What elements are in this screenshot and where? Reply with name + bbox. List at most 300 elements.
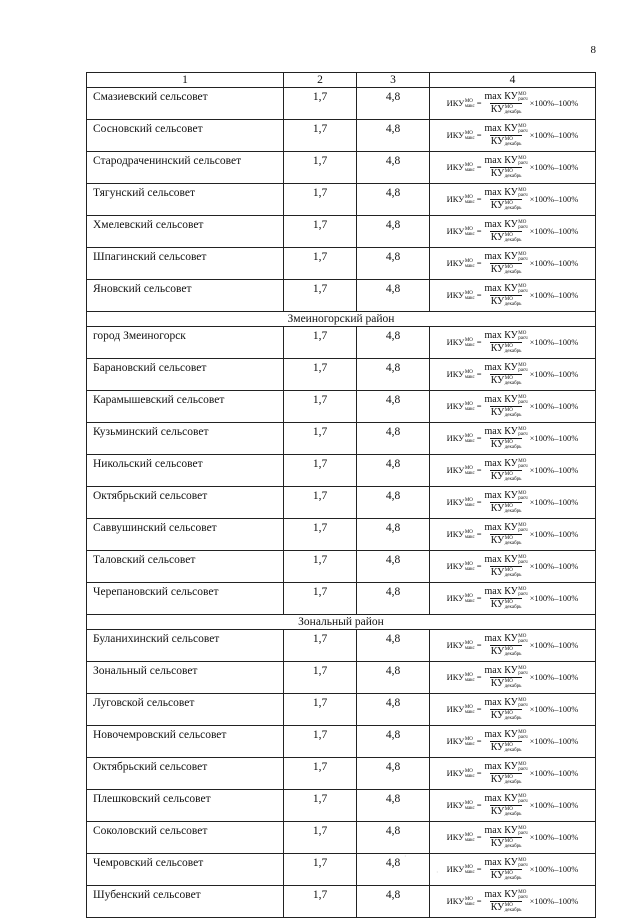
column-header-4: 4 [430, 73, 596, 88]
formula-den-sub: декабрь [504, 302, 522, 307]
formula-fraction [483, 826, 528, 849]
formula-lhs-text: ИКУ [446, 640, 465, 651]
formula-cell [430, 216, 596, 248]
formula-den-sup: МО [504, 297, 513, 302]
formula-lhs-sub: макс [464, 470, 475, 476]
value-column-3: 4,8 [357, 88, 430, 120]
formula-den-text: КУ [490, 343, 505, 354]
formula-lhs-sub: макс [464, 837, 475, 843]
formula-den-text: КУ [490, 503, 505, 514]
formula-lhs-text: ИКУ [446, 800, 465, 811]
formula [430, 458, 595, 484]
formula [430, 91, 595, 117]
formula-den-text: КУ [490, 471, 505, 482]
municipality-name: Хмелевский сельсовет [87, 216, 284, 248]
formula-lhs-text: ИКУ [446, 593, 465, 604]
formula-cell [430, 583, 596, 615]
formula-lhs-sup: МО [464, 704, 473, 710]
table-row [87, 886, 596, 918]
formula-tail: ×100%–100% [529, 465, 579, 476]
formula-fraction [483, 491, 528, 514]
formula-cell [430, 822, 596, 854]
formula-num-sub: расч [518, 129, 528, 134]
formula-lhs [447, 434, 475, 444]
municipality-name: Чемровский сельсовет [87, 854, 284, 886]
formula-den-sup: МО [504, 903, 513, 908]
column-header-1: 1 [87, 73, 284, 88]
formula-num-text: max КУ [484, 793, 518, 804]
formula [430, 155, 595, 181]
formula-denominator [490, 135, 523, 147]
formula-lhs-text: ИКУ [446, 337, 465, 348]
municipality-name: Зональный сельсовет [87, 662, 284, 694]
formula-numerator [483, 491, 528, 502]
formula-cell [430, 630, 596, 662]
formula-lhs-sup: МО [464, 98, 473, 104]
value-column-3: 4,8 [357, 455, 430, 487]
formula-num-sup: МО [518, 890, 527, 895]
formula-tail: ×100%–100% [529, 593, 579, 604]
municipality-name: Черепановский сельсовет [87, 583, 284, 615]
formula-num-text: max КУ [484, 458, 518, 469]
formula-cell [430, 487, 596, 519]
formula-cell [430, 88, 596, 120]
formula-lhs [447, 594, 475, 604]
municipality-name: Октябрьский сельсовет [87, 758, 284, 790]
formula-num-sup: МО [518, 491, 527, 496]
formula-tail: ×100%–100% [529, 529, 579, 540]
formula-tail: ×100%–100% [529, 640, 579, 651]
table-row [87, 327, 596, 359]
formula-lhs [447, 801, 475, 811]
formula-equals: = [476, 226, 482, 237]
formula-lhs-sup: МО [464, 433, 473, 439]
formula-lhs-sub: макс [464, 566, 475, 572]
formula [430, 729, 595, 755]
formula-den-text: КУ [490, 710, 505, 721]
municipality-name: Луговской сельсовет [87, 694, 284, 726]
value-column-2: 1,7 [284, 519, 357, 551]
formula-num-sub: расч [518, 225, 528, 230]
formula-num-sub: расч [518, 464, 528, 469]
formula-tail: ×100%–100% [529, 832, 579, 843]
formula-fraction [483, 587, 528, 610]
formula-den-text: КУ [490, 264, 505, 275]
formula-num-text: max КУ [484, 426, 518, 437]
value-column-3: 4,8 [357, 662, 430, 694]
formula-lhs-sup: МО [464, 529, 473, 535]
formula-lhs-text: ИКУ [446, 401, 465, 412]
formula-den-sup: МО [504, 568, 513, 573]
value-column-2: 1,7 [284, 758, 357, 790]
formula-den-sup: МО [504, 265, 513, 270]
formula-lhs-sub: макс [464, 869, 475, 875]
formula-tail: ×100%–100% [529, 98, 579, 109]
formula-den-sup: МО [504, 472, 513, 477]
formula-lhs [447, 338, 475, 348]
formula-lhs-text: ИКУ [446, 736, 465, 747]
formula-lhs-text: ИКУ [446, 896, 465, 907]
formula-lhs-sub: макс [464, 773, 475, 779]
formula-cell [430, 280, 596, 312]
formula-lhs [447, 737, 475, 747]
formula-lhs-sup: МО [464, 194, 473, 200]
table-row [87, 216, 596, 248]
formula-lhs-sup: МО [464, 130, 473, 136]
formula-lhs-sub: макс [464, 103, 475, 109]
formula-cell [430, 359, 596, 391]
formula-den-sup: МО [504, 839, 513, 844]
formula-cell [430, 327, 596, 359]
formula-denominator [490, 438, 523, 450]
formula-lhs-text: ИКУ [446, 258, 465, 269]
formula-lhs-text: ИКУ [446, 704, 465, 715]
formula-lhs [447, 227, 475, 237]
value-column-3: 4,8 [357, 487, 430, 519]
formula-fraction [483, 252, 528, 275]
table-row [87, 455, 596, 487]
table-row [87, 822, 596, 854]
value-column-3: 4,8 [357, 423, 430, 455]
table-body [87, 88, 596, 918]
formula-numerator [483, 794, 528, 805]
formula-cell [430, 854, 596, 886]
formula-den-text: КУ [490, 646, 505, 657]
formula-den-sup: МО [504, 775, 513, 780]
formula-lhs-text: ИКУ [446, 768, 465, 779]
formula-equals: = [476, 640, 482, 651]
formula-fraction [483, 794, 528, 817]
formula-den-sub: декабрь [504, 844, 522, 849]
formula-tail: ×100%–100% [529, 800, 579, 811]
formula-fraction [483, 188, 528, 211]
formula-num-sup: МО [518, 188, 527, 193]
formula-tail: ×100%–100% [529, 162, 579, 173]
formula-tail: ×100%–100% [529, 433, 579, 444]
formula-lhs [447, 865, 475, 875]
formula-lhs-text: ИКУ [446, 433, 465, 444]
formula-num-sup: МО [518, 427, 527, 432]
table-row [87, 583, 596, 615]
formula-den-text: КУ [490, 870, 505, 881]
formula-den-sup: МО [504, 376, 513, 381]
formula-equals: = [476, 672, 482, 683]
formula-denominator [490, 645, 523, 657]
formula-lhs-text: ИКУ [446, 194, 465, 205]
formula-den-sup: МО [504, 137, 513, 142]
formula-den-sub: декабрь [504, 238, 522, 243]
formula-den-text: КУ [490, 407, 505, 418]
formula-lhs-sup: МО [464, 593, 473, 599]
formula [430, 426, 595, 452]
formula-num-sup: МО [518, 634, 527, 639]
formula-lhs-sup: МО [464, 369, 473, 375]
formula-lhs [447, 530, 475, 540]
formula [430, 889, 595, 915]
formula-cell [430, 423, 596, 455]
formula-den-sub: декабрь [504, 541, 522, 546]
formula-tail: ×100%–100% [529, 401, 579, 412]
formula-equals: = [476, 593, 482, 604]
formula [430, 793, 595, 819]
formula-den-text: КУ [490, 439, 505, 450]
formula-fraction [483, 762, 528, 785]
value-column-2: 1,7 [284, 359, 357, 391]
formula-den-sup: МО [504, 600, 513, 605]
formula-num-sup: МО [518, 459, 527, 464]
formula-equals: = [476, 369, 482, 380]
value-column-2: 1,7 [284, 487, 357, 519]
formula [430, 251, 595, 277]
formula-denominator [490, 470, 523, 482]
formula-cell [430, 184, 596, 216]
formula-den-sup: МО [504, 408, 513, 413]
formula-lhs-sup: МО [464, 401, 473, 407]
formula [430, 490, 595, 516]
formula-den-sub: декабрь [504, 652, 522, 657]
formula [430, 522, 595, 548]
formula-lhs-sub: макс [464, 438, 475, 444]
formula-fraction [483, 730, 528, 753]
formula-num-sup: МО [518, 92, 527, 97]
formula-den-sup: МО [504, 169, 513, 174]
formula-den-sub: декабрь [504, 413, 522, 418]
formula-num-sup: МО [518, 762, 527, 767]
table-row [87, 726, 596, 758]
formula-equals: = [476, 768, 482, 779]
formula-fraction [483, 459, 528, 482]
municipality-name: Таловский сельсовет [87, 551, 284, 583]
formula-num-sub: расч [518, 560, 528, 565]
formula-lhs-sub: макс [464, 135, 475, 141]
formula-num-sub: расч [518, 496, 528, 501]
formula-num-sub: расч [518, 895, 528, 900]
formula [430, 857, 595, 883]
formula-equals: = [476, 561, 482, 572]
formula-equals: = [476, 864, 482, 875]
value-column-3: 4,8 [357, 280, 430, 312]
formula-num-sub: расч [518, 863, 528, 868]
formula-lhs-sup: МО [464, 258, 473, 264]
formula-den-sub: декабрь [504, 349, 522, 354]
formula-num-sup: МО [518, 220, 527, 225]
value-column-3: 4,8 [357, 248, 430, 280]
formula-denominator [490, 805, 523, 817]
formula-den-text: КУ [490, 806, 505, 817]
table-row [87, 854, 596, 886]
formula-cell [430, 758, 596, 790]
formula-den-text: КУ [490, 375, 505, 386]
formula-lhs-sup: МО [464, 290, 473, 296]
formula-lhs [447, 99, 475, 109]
tariff-table [86, 72, 596, 918]
formula-fraction [483, 124, 528, 147]
formula-cell [430, 790, 596, 822]
formula-lhs-sub: макс [464, 534, 475, 540]
formula-den-sub: декабрь [504, 605, 522, 610]
formula-fraction [483, 523, 528, 546]
formula-den-sub: декабрь [504, 509, 522, 514]
value-column-3: 4,8 [357, 886, 430, 918]
formula-fraction [483, 666, 528, 689]
formula-den-sup: МО [504, 647, 513, 652]
formula-lhs [447, 705, 475, 715]
formula-denominator [490, 342, 523, 354]
value-column-2: 1,7 [284, 630, 357, 662]
formula-fraction [483, 395, 528, 418]
value-column-3: 4,8 [357, 854, 430, 886]
formula-fraction [483, 555, 528, 578]
value-column-2: 1,7 [284, 726, 357, 758]
municipality-name: Стародраченинский сельсовет [87, 152, 284, 184]
formula-cell [430, 519, 596, 551]
formula-num-text: max КУ [484, 330, 518, 341]
formula-lhs-text: ИКУ [446, 369, 465, 380]
formula-den-sub: декабрь [504, 780, 522, 785]
formula-numerator [483, 666, 528, 677]
formula-den-text: КУ [490, 232, 505, 243]
municipality-name: Буланихинский сельсовет [87, 630, 284, 662]
formula-numerator [483, 634, 528, 645]
formula-den-sub: декабрь [504, 573, 522, 578]
value-column-2: 1,7 [284, 423, 357, 455]
formula-den-sub: декабрь [504, 142, 522, 147]
formula-den-sup: МО [504, 440, 513, 445]
formula-numerator [483, 858, 528, 869]
formula-denominator [490, 677, 523, 689]
table-row [87, 758, 596, 790]
formula-numerator [483, 698, 528, 709]
value-column-3: 4,8 [357, 790, 430, 822]
municipality-name: Плешковский сельсовет [87, 790, 284, 822]
formula-tail: ×100%–100% [529, 497, 579, 508]
scan-artifact: · [404, 852, 407, 861]
formula-tail: ×100%–100% [529, 736, 579, 747]
formula-num-text: max КУ [484, 554, 518, 565]
formula-cell [430, 120, 596, 152]
formula-denominator [490, 263, 523, 275]
formula-num-sub: расч [518, 400, 528, 405]
formula-lhs-sup: МО [464, 672, 473, 678]
column-header-3: 3 [357, 73, 430, 88]
formula-den-sub: декабрь [504, 477, 522, 482]
municipality-name: Шубенский сельсовет [87, 886, 284, 918]
formula-num-text: max КУ [484, 825, 518, 836]
formula-num-sub: расч [518, 289, 528, 294]
formula-denominator [490, 103, 523, 115]
formula-lhs-sub: макс [464, 901, 475, 907]
value-column-3: 4,8 [357, 359, 430, 391]
formula-lhs-sub: макс [464, 502, 475, 508]
formula-numerator [483, 284, 528, 295]
formula-lhs [447, 195, 475, 205]
formula-equals: = [476, 497, 482, 508]
formula-den-sub: декабрь [504, 381, 522, 386]
formula-fraction [483, 698, 528, 721]
formula-lhs-sup: МО [464, 864, 473, 870]
formula-denominator [490, 709, 523, 721]
formula-lhs-sub: макс [464, 231, 475, 237]
table-row [87, 487, 596, 519]
formula-den-sup: МО [504, 201, 513, 206]
section-header-row [87, 615, 596, 630]
formula-lhs-sub: макс [464, 709, 475, 715]
formula-denominator [490, 231, 523, 243]
formula-denominator [490, 869, 523, 881]
formula-den-sup: МО [504, 504, 513, 509]
value-column-2: 1,7 [284, 280, 357, 312]
municipality-name: Карамышевский сельсовет [87, 391, 284, 423]
formula-num-sub: расч [518, 639, 528, 644]
formula-lhs [447, 562, 475, 572]
formula-equals: = [476, 832, 482, 843]
formula-fraction [483, 92, 528, 115]
formula-lhs-text: ИКУ [446, 672, 465, 683]
municipality-name: Никольский сельсовет [87, 455, 284, 487]
formula-fraction [483, 156, 528, 179]
formula-denominator [490, 199, 523, 211]
table-row [87, 152, 596, 184]
formula-num-sup: МО [518, 284, 527, 289]
formula-lhs-sup: МО [464, 465, 473, 471]
formula-fraction [483, 858, 528, 881]
formula-tail: ×100%–100% [529, 561, 579, 572]
formula [430, 633, 595, 659]
formula-numerator [483, 730, 528, 741]
formula-equals: = [476, 194, 482, 205]
formula-numerator [483, 826, 528, 837]
formula-den-text: КУ [490, 104, 505, 115]
formula-lhs-text: ИКУ [446, 529, 465, 540]
formula-denominator [490, 598, 523, 610]
formula-den-text: КУ [490, 567, 505, 578]
formula-den-text: КУ [490, 599, 505, 610]
formula-cell [430, 694, 596, 726]
formula-numerator [483, 124, 528, 135]
formula-lhs-sub: макс [464, 406, 475, 412]
formula-num-sub: расч [518, 767, 528, 772]
formula-lhs-sub: макс [464, 342, 475, 348]
table-row [87, 519, 596, 551]
formula-num-sup: МО [518, 587, 527, 592]
column-header-2: 2 [284, 73, 357, 88]
formula [430, 761, 595, 787]
formula-lhs [447, 370, 475, 380]
formula-lhs-sub: макс [464, 263, 475, 269]
formula-num-sub: расч [518, 193, 528, 198]
formula-equals: = [476, 896, 482, 907]
formula-lhs [447, 259, 475, 269]
table-header-row [87, 73, 596, 88]
table-row [87, 391, 596, 423]
formula-den-sub: декабрь [504, 812, 522, 817]
formula-denominator [490, 295, 523, 307]
formula-equals: = [476, 704, 482, 715]
municipality-name: Барановский сельсовет [87, 359, 284, 391]
formula-lhs [447, 131, 475, 141]
formula-num-sup: МО [518, 794, 527, 799]
formula-num-sub: расч [518, 336, 528, 341]
formula-fraction [483, 331, 528, 354]
table-row [87, 630, 596, 662]
formula-num-text: max КУ [484, 586, 518, 597]
table-row [87, 551, 596, 583]
formula [430, 330, 595, 356]
municipality-name: Шпагинский сельсовет [87, 248, 284, 280]
formula-num-sup: МО [518, 363, 527, 368]
formula-lhs-sub: макс [464, 645, 475, 651]
formula-lhs-sub: макс [464, 374, 475, 380]
